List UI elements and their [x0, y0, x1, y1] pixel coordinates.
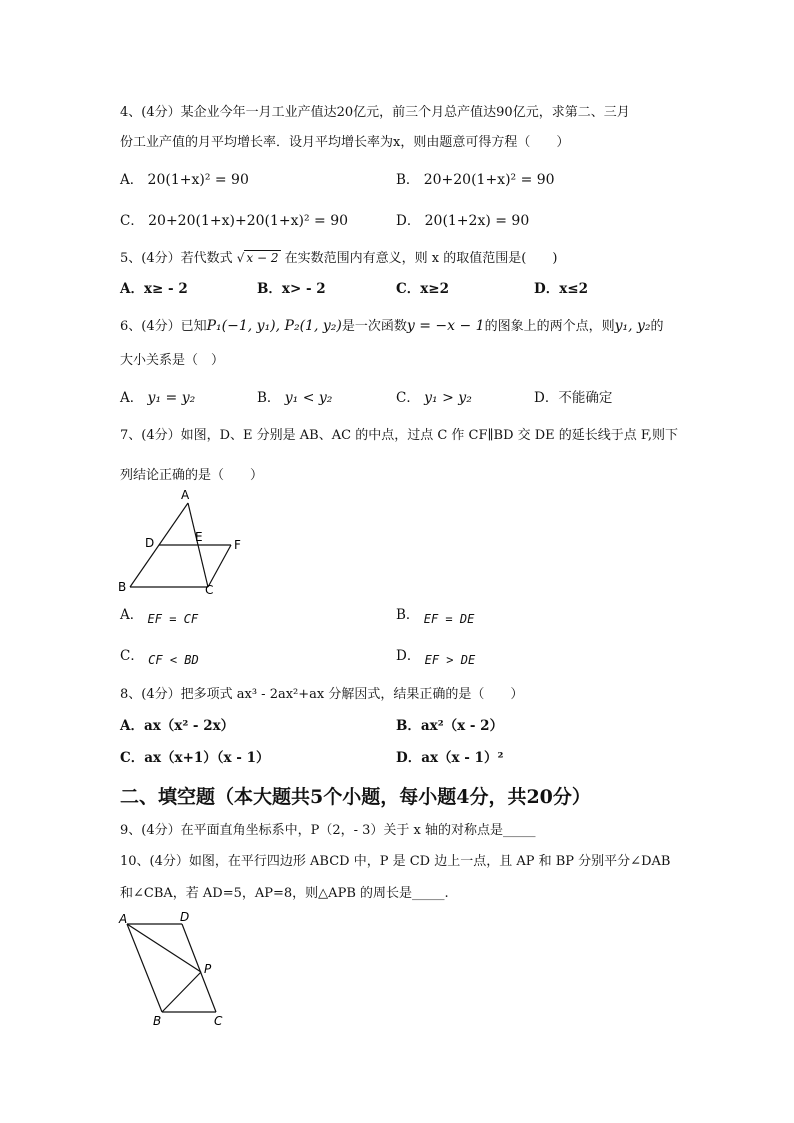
- q6-line2: 大小关系是（ ）: [120, 353, 225, 368]
- q9-line1: 9、(4分）在平面直角坐标系中，P（2，- 3）关于 x 轴的对称点是_____: [120, 823, 536, 838]
- q8-option-a: A．ax（x² - 2x）: [120, 718, 235, 734]
- q5-option-d: D．x≤2: [534, 281, 588, 297]
- q4-line1: 4、(4分）某企业今年一月工业产值达20亿元，前三个月总产值达90亿元，求第二、三月: [120, 105, 630, 120]
- section-heading: 二、填空题（本大题共5个小题，每小题4分，共20分）: [120, 786, 591, 808]
- q8-option-b: B．ax²（x - 2）: [396, 718, 504, 734]
- label-e: E: [195, 530, 203, 544]
- segment-cf: [208, 545, 231, 587]
- q7-line2: 列结论正确的是（ ）: [120, 468, 264, 483]
- q7-option-c: C． CF < BD: [120, 648, 199, 667]
- label-d: D: [180, 910, 190, 924]
- q5-option-a: A．x≥ - 2: [120, 281, 188, 297]
- q6-option-d: D．不能确定: [534, 390, 613, 406]
- label-f: F: [234, 538, 241, 552]
- q4-option-d: D． 20(1+2x) = 90: [396, 213, 530, 229]
- segment-bp: [162, 972, 201, 1012]
- segment-ab: [127, 924, 162, 1012]
- label-d: D: [145, 536, 155, 550]
- label-a: A: [119, 912, 128, 926]
- label-b: B: [118, 580, 127, 594]
- square-root-expression: √ x − 2: [236, 251, 279, 265]
- q7-line1: 7、(4分）如图，D、E 分别是 AB、AC 的中点，过点 C 作 CF∥BD 交 DE 的延长线于点 F,则下: [120, 428, 679, 443]
- segment-ap: [127, 924, 201, 972]
- q7-option-a: A． EF = CF: [120, 607, 199, 626]
- q6-line1: 6、(4分）已知P₁(−1, y₁), P₂(1, y₂)是一次函数y = −x − 1的图象上的两个点，则y₁, y₂的: [120, 318, 664, 334]
- label-b: B: [153, 1014, 162, 1028]
- q4-option-a: A． 20(1+x)² = 90: [120, 172, 249, 188]
- q7-triangle-figure: [110, 485, 250, 595]
- q4-line2: 份工业产值的月平均增长率．设月平均增长率为x，则由题意可得方程（ ）: [120, 135, 570, 150]
- q5-option-c: C．x≥2: [396, 281, 449, 297]
- q7-option-d: D． EF > DE: [396, 648, 476, 667]
- label-a: A: [181, 488, 190, 502]
- q4-option-c: C． 20+20(1+x)+20(1+x)² = 90: [120, 213, 349, 229]
- q10-line2: 和∠CBA，若 AD=5，AP=8，则△APB 的周长是_____.: [120, 886, 449, 901]
- q6-option-b: B． y₁ < y₂: [257, 390, 333, 406]
- q6-option-c: C． y₁ > y₂: [396, 390, 472, 406]
- q10-parallelogram-figure: [112, 908, 242, 1030]
- q8-line1: 8、(4分）把多项式 ax³ - 2ax²+ax 分解因式，结果正确的是（ ）: [120, 687, 524, 702]
- label-p: P: [204, 962, 212, 976]
- label-c: C: [214, 1014, 223, 1028]
- q7-option-b: B． EF = DE: [396, 607, 475, 626]
- label-c: C: [205, 583, 214, 595]
- q8-option-c: C．ax（x+1）（x - 1）: [120, 750, 270, 766]
- q8-option-d: D．ax（x - 1）²: [396, 750, 504, 766]
- q4-option-b: B． 20+20(1+x)² = 90: [396, 172, 555, 188]
- q5-line1: 5、(4分）若代数式 √ x − 2 在实数范围内有意义，则 x 的取值范围是( ): [120, 251, 558, 266]
- q6-option-a: A． y₁ = y₂: [120, 390, 196, 406]
- q10-line1: 10、(4分）如图，在平行四边形 ABCD 中，P 是 CD 边上一点，且 AP 和 BP 分别平分∠DAB: [120, 854, 671, 869]
- q5-option-b: B．x> - 2: [257, 281, 326, 297]
